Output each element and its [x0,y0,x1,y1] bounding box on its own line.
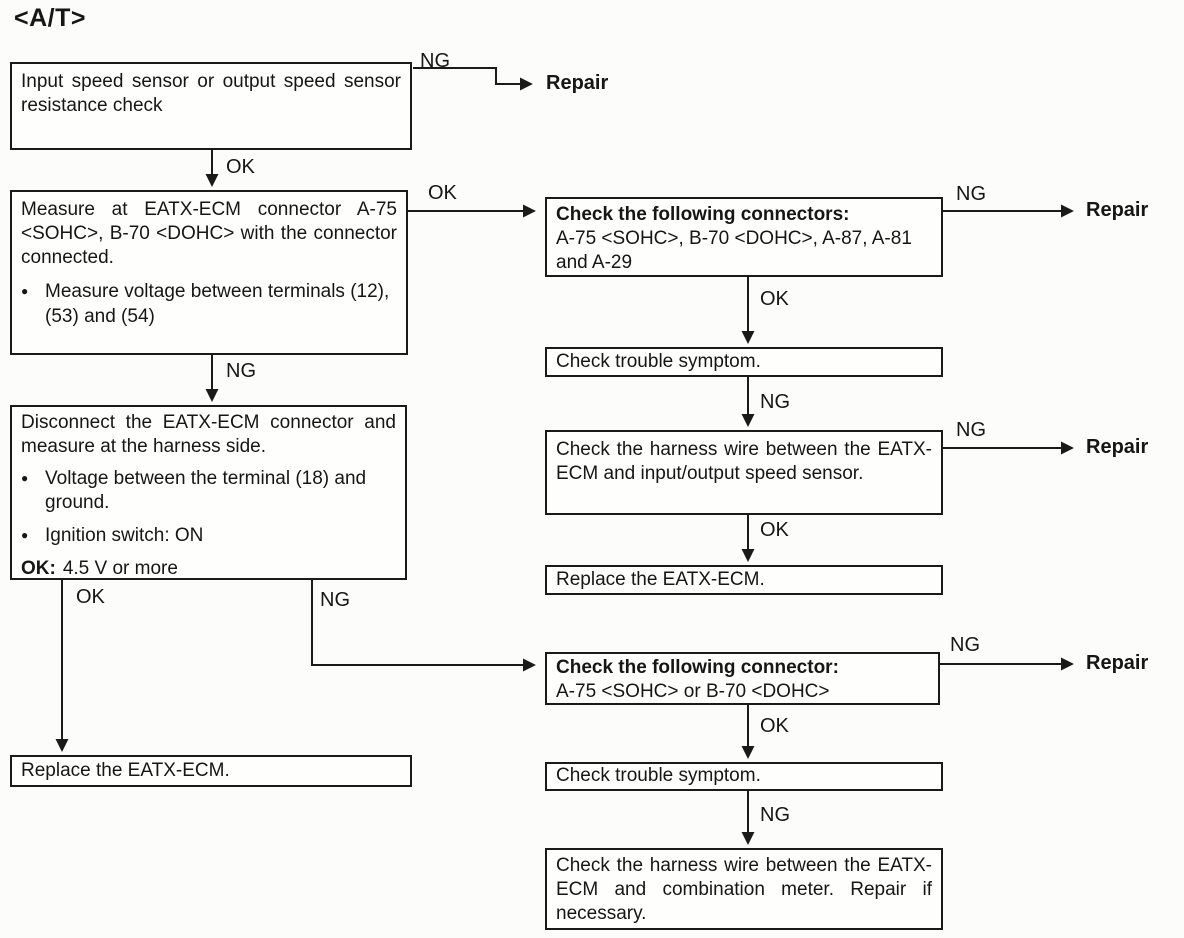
flow-box-measure-voltage [10,190,408,355]
step-text: Disconnect the EATX-ECM connector and measure at the harness side. [21,412,396,458]
step-heading: Check the following connector: [556,657,839,678]
list-item [21,524,396,548]
flow-box-trouble-symptom-1 [545,347,943,377]
edge-label-ng-4: NG [956,183,986,205]
flow-box-check-connector [545,652,940,705]
bullet-text: Voltage between the terminal (18) and ground. [45,468,367,514]
page-title: <A/T> [14,4,86,32]
ok-spec-line [21,557,396,581]
edge-label-ok-5: OK [760,519,789,541]
ok-spec-label: OK: [21,557,56,579]
step-text: Replace the EATX-ECM. [21,759,230,781]
step-text: Check the harness wire between the EATX-ECM and input/output speed sensor. [556,439,932,485]
list-item [21,467,396,515]
flow-box-harness-wire-speed-sensor [545,430,943,515]
edge-label-ng-6: NG [956,419,986,441]
edge-label-ok-3: OK [76,586,105,608]
edge-label-ng-2: NG [226,360,256,382]
flow-box-harness-wire-combination-meter [545,848,943,930]
edge-label-ng-8: NG [760,804,790,826]
bullet-icon: ● [21,471,29,486]
edge-label-ok-2: OK [428,182,457,204]
terminal-repair-1: Repair [546,72,609,94]
edge-label-ok-6: OK [760,715,789,737]
edge-label-ok-4: OK [760,288,789,310]
step-text: Measure at EATX-ECM connector A-75 <SOHC>, B-70 <DOHC> with the connector connected. [21,199,397,269]
bullet-text: Ignition switch: ON [45,524,204,546]
flow-box-replace-ecm-right [545,565,943,595]
step-text: Replace the EATX-ECM. [556,568,765,590]
ok-spec-value: 4.5 V or more [62,557,178,579]
flow-box-resistance-check [10,62,412,150]
bullet-text: Measure voltage between terminals (12), (53) and (54) [45,281,390,327]
flow-box-check-connectors [545,197,943,277]
list-item [21,280,397,328]
step-text: Check trouble symptom. [556,350,761,372]
step-heading: Check the following connectors: [556,204,850,225]
terminal-repair-3: Repair [1086,436,1149,458]
edge-label-ng-1: NG [420,50,450,72]
edge-label-ng-3: NG [320,589,350,611]
step-text: A-75 <SOHC>, B-70 <DOHC>, A-87, A-81 and A-29 [556,228,912,274]
step-text: Check trouble symptom. [556,765,761,787]
edge-label-ng-7: NG [950,634,980,656]
edge-label-ok-1: OK [226,156,255,178]
bullet-icon: ● [21,527,29,542]
flow-box-replace-ecm-left [10,755,412,787]
step-text: Input speed sensor or output speed sensor resistance check [21,71,401,117]
terminal-repair-2: Repair [1086,199,1149,221]
flow-box-harness-measure [10,405,407,580]
bullet-icon: ● [21,284,29,299]
step-text: Check the harness wire between the EATX-ECM and combination meter. Repair if necessary. [556,855,932,925]
edge-label-ng-5: NG [760,391,790,413]
terminal-repair-4: Repair [1086,652,1149,674]
flow-box-trouble-symptom-2 [545,762,943,791]
step-text: A-75 <SOHC> or B-70 <DOHC> [556,681,830,703]
